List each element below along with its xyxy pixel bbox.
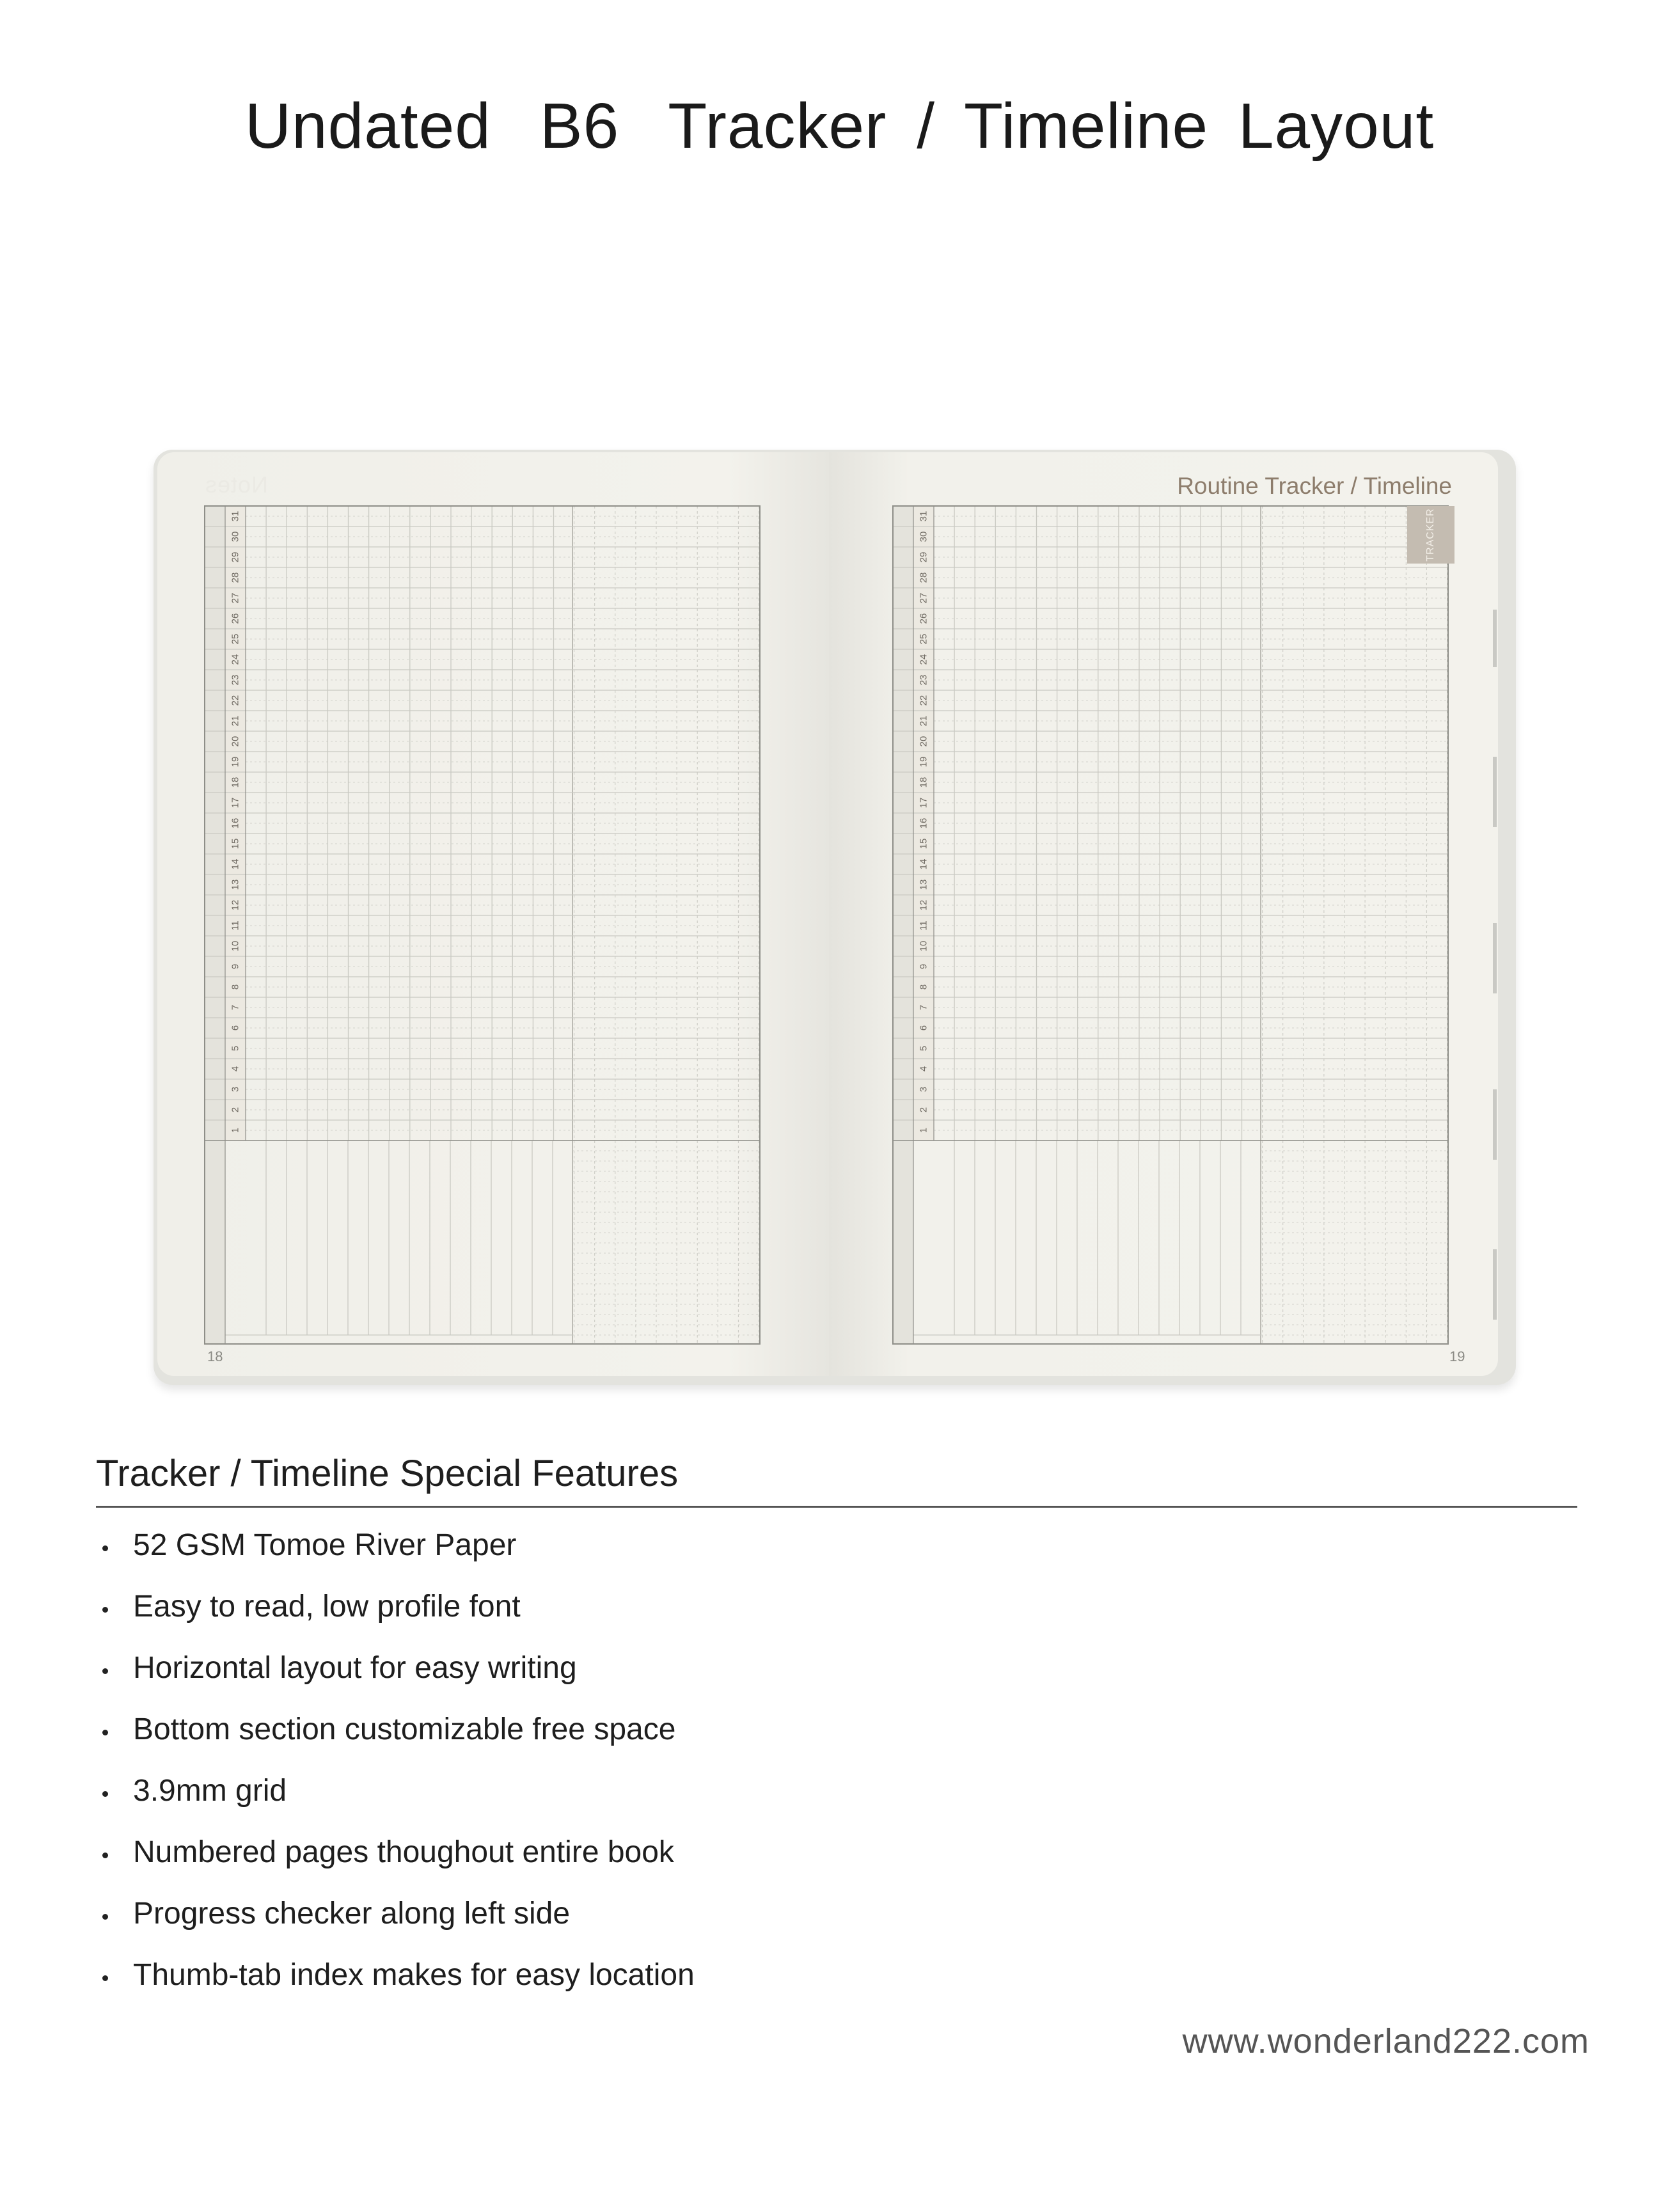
day-number: 19 xyxy=(918,756,929,768)
page-edge-tab xyxy=(1493,923,1497,993)
list-item: Thumb-tab index makes for easy location xyxy=(96,1945,695,2006)
day-number: 6 xyxy=(918,1025,929,1031)
day-number: 1 xyxy=(918,1127,929,1134)
day-number: 25 xyxy=(918,633,929,645)
day-number: 18 xyxy=(918,777,929,788)
day-number: 2 xyxy=(918,1107,929,1113)
left-page xyxy=(157,452,829,1376)
day-number: 24 xyxy=(918,654,929,665)
day-number: 15 xyxy=(918,838,929,849)
list-item: Progress checker along left side xyxy=(96,1883,695,1945)
tracker-thumb-tab[interactable] xyxy=(1407,506,1454,564)
day-number: 3 xyxy=(230,1086,241,1093)
day-number: 2 xyxy=(230,1107,241,1113)
day-number: 14 xyxy=(918,858,929,870)
day-number: 25 xyxy=(230,633,241,645)
day-number: 5 xyxy=(230,1045,241,1052)
day-number: 10 xyxy=(918,940,929,952)
left-tracker-grid xyxy=(157,452,829,1376)
day-number: 20 xyxy=(918,736,929,747)
right-tracker-grid xyxy=(829,452,1498,1376)
day-number: 4 xyxy=(918,1066,929,1072)
page-edge-tab xyxy=(1493,610,1497,667)
notebook-spread xyxy=(154,450,1516,1385)
title-size: B6 xyxy=(539,90,620,162)
day-number: 26 xyxy=(230,613,241,624)
day-number: 29 xyxy=(230,551,241,563)
day-number: 14 xyxy=(230,858,241,870)
list-item: 52 GSM Tomoe River Paper xyxy=(96,1515,695,1576)
day-number: 8 xyxy=(918,984,929,990)
progress-checker-column xyxy=(205,506,225,1344)
day-number: 9 xyxy=(918,963,929,970)
day-number: 11 xyxy=(918,920,929,931)
features-list xyxy=(96,1515,695,2006)
right-page-title: Routine Tracker / Timeline xyxy=(1177,473,1452,499)
title-layout: Tracker / Timeline Layout xyxy=(668,90,1435,162)
day-number: 31 xyxy=(918,510,929,522)
day-number: 28 xyxy=(918,572,929,583)
day-number: 5 xyxy=(918,1045,929,1052)
day-number: 7 xyxy=(230,1004,241,1011)
day-number: 22 xyxy=(918,695,929,706)
day-number: 27 xyxy=(230,592,241,604)
day-number: 31 xyxy=(230,510,241,522)
list-item: Bottom section customizable free space xyxy=(96,1699,695,1760)
day-number: 12 xyxy=(918,899,929,911)
left-page-ghost-title: Notes xyxy=(205,471,269,498)
day-number: 23 xyxy=(918,674,929,686)
website-url[interactable]: www.wonderland222.com xyxy=(1182,2022,1589,2060)
day-number: 21 xyxy=(918,715,929,727)
day-number: 8 xyxy=(230,984,241,990)
day-number: 13 xyxy=(918,879,929,890)
day-number: 17 xyxy=(918,797,929,809)
title-undated: Undated xyxy=(244,90,491,162)
progress-checker-column xyxy=(893,506,913,1344)
day-number: 29 xyxy=(918,551,929,563)
left-page-number: 18 xyxy=(207,1348,223,1364)
day-number: 7 xyxy=(918,1004,929,1011)
day-number: 21 xyxy=(230,715,241,727)
day-number: 26 xyxy=(918,613,929,624)
day-number: 20 xyxy=(230,736,241,747)
day-number: 13 xyxy=(230,879,241,890)
day-number: 4 xyxy=(230,1066,241,1072)
day-number: 19 xyxy=(230,756,241,768)
day-number: 22 xyxy=(230,695,241,706)
day-number: 6 xyxy=(230,1025,241,1031)
right-page xyxy=(829,452,1498,1376)
list-item: 3.9mm grid xyxy=(96,1760,695,1822)
day-number: 18 xyxy=(230,777,241,788)
day-number: 17 xyxy=(230,797,241,809)
page-edge-tab xyxy=(1493,757,1497,827)
day-number: 23 xyxy=(230,674,241,686)
page-edge-tab xyxy=(1493,1249,1497,1320)
day-number: 30 xyxy=(230,531,241,542)
day-number: 3 xyxy=(918,1086,929,1093)
list-item: Numbered pages thoughout entire book xyxy=(96,1822,695,1883)
features-divider xyxy=(96,1506,1577,1508)
page-edge-tab xyxy=(1493,1089,1497,1160)
day-number: 30 xyxy=(918,531,929,542)
day-number: 24 xyxy=(230,654,241,665)
day-number: 16 xyxy=(918,818,929,829)
day-number: 11 xyxy=(230,920,241,931)
day-number: 12 xyxy=(230,899,241,911)
day-number: 28 xyxy=(230,572,241,583)
day-number: 10 xyxy=(230,940,241,952)
features-heading: Tracker / Timeline Special Features xyxy=(96,1453,679,1494)
right-page-number: 19 xyxy=(1449,1348,1465,1364)
day-number: 27 xyxy=(918,592,929,604)
tracker-tab-label: TRACKER xyxy=(1425,508,1436,562)
list-item: Easy to read, low profile font xyxy=(96,1576,695,1638)
page-title xyxy=(0,90,1679,163)
list-item: Horizontal layout for easy writing xyxy=(96,1638,695,1699)
day-number: 15 xyxy=(230,838,241,849)
day-number: 16 xyxy=(230,818,241,829)
day-number: 1 xyxy=(230,1127,241,1134)
day-number: 9 xyxy=(230,963,241,970)
